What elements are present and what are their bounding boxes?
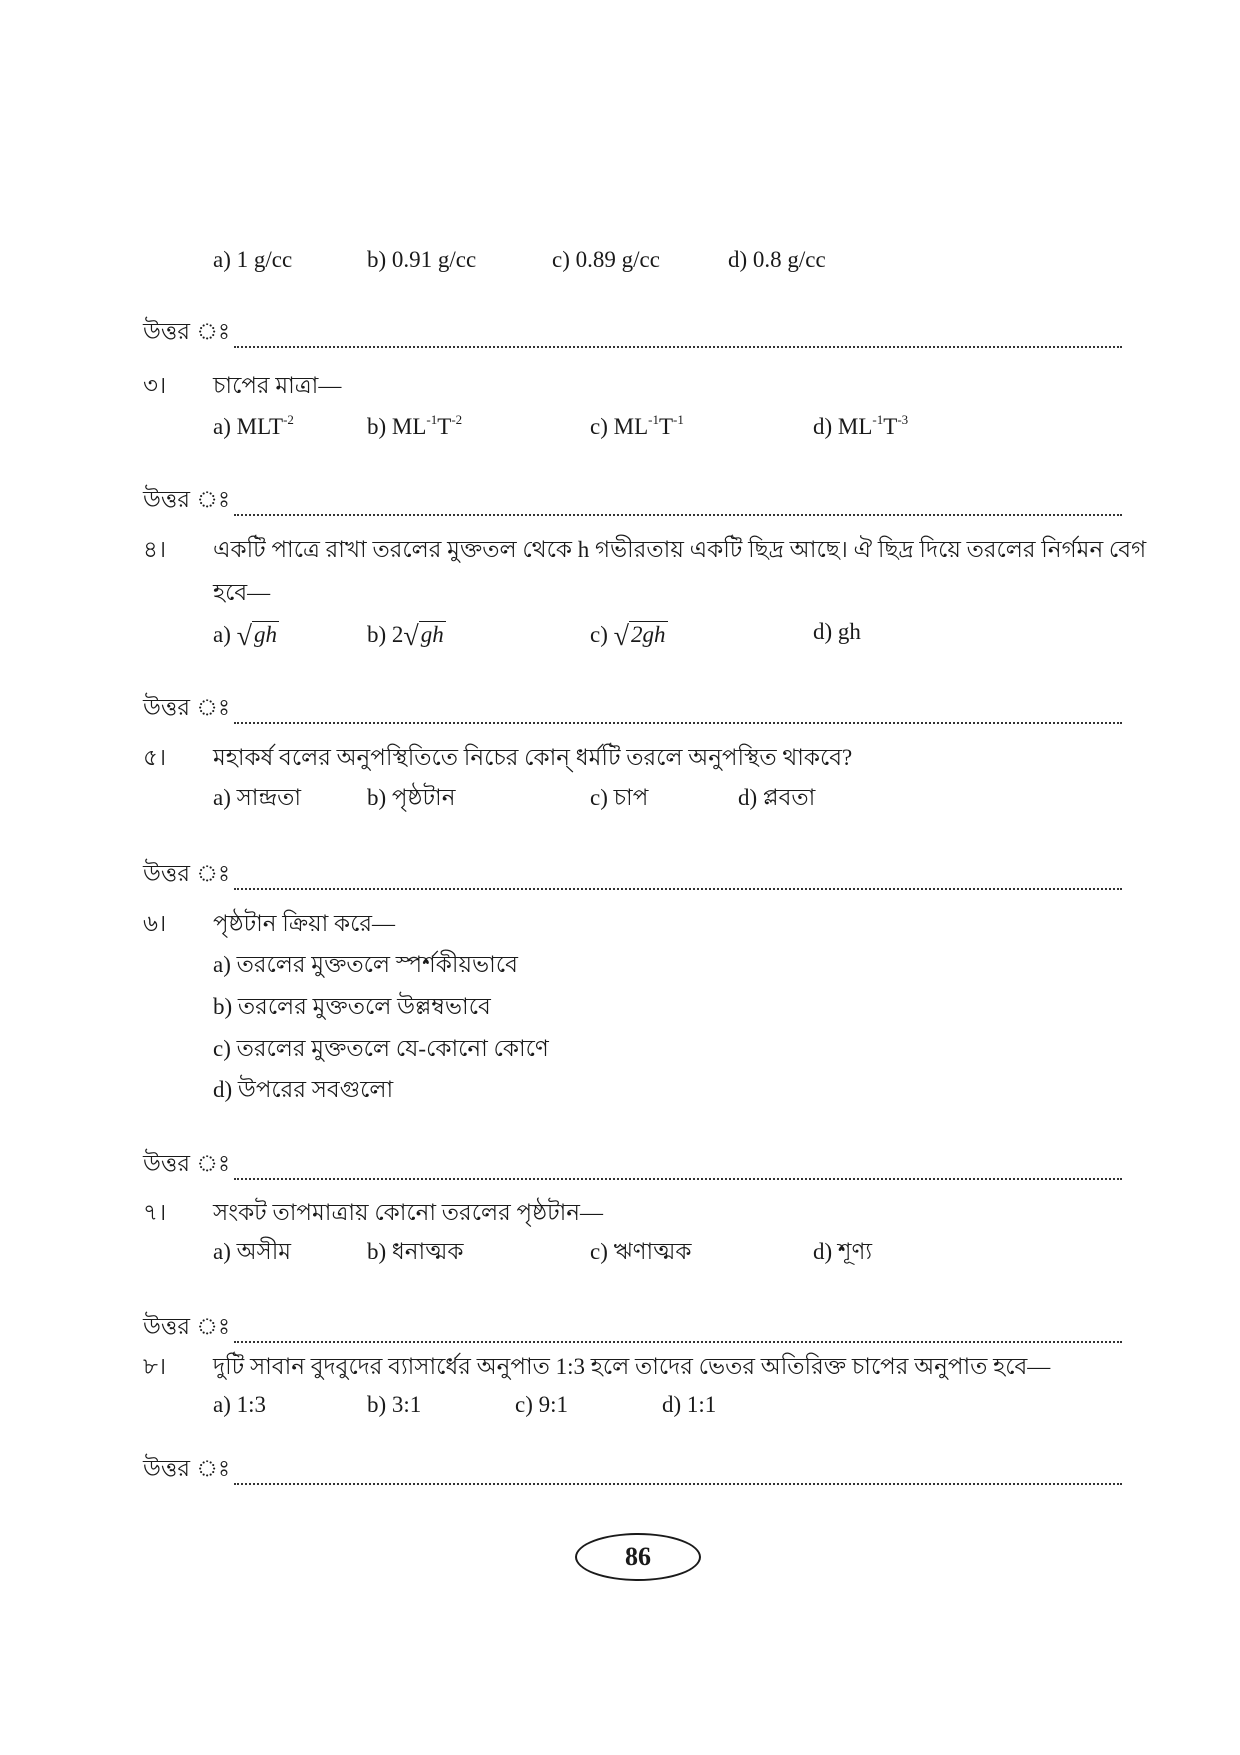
q6-option-a: a) তরলের মুক্ততলে স্পর্শকীয়ভাবে — [213, 952, 518, 977]
answer-dotted-line — [234, 722, 1122, 724]
question-text-4-line2: হবে— — [213, 580, 271, 605]
question-text-8: দুটি সাবান বুদবুদের ব্যাসার্ধের অনুপাত 1:3 হলে তাদের ভেতর অতিরিক্ত চাপের অনুপাত হবে— — [213, 1354, 1051, 1379]
answer-dotted-line — [234, 1483, 1122, 1485]
answer-line-q7[interactable] — [143, 1314, 1122, 1347]
q7-option-a: a) অসীম — [213, 1239, 292, 1264]
answer-label: উত্তর ঃ — [143, 1456, 231, 1481]
q6-option-d: d) উপরের সবগুলো — [213, 1077, 394, 1102]
q2-option-c: c) 0.89 g/cc — [552, 247, 660, 272]
answer-line-q4[interactable] — [143, 695, 1122, 728]
sqrt-symbol: √2gh — [613, 621, 666, 652]
answer-label: উত্তর ঃ — [143, 319, 231, 344]
answer-label: উত্তর ঃ — [143, 487, 231, 512]
q5-option-c: c) চাপ — [590, 785, 649, 810]
answer-label: উত্তর ঃ — [143, 695, 231, 720]
answer-label: উত্তর ঃ — [143, 861, 231, 886]
answer-label: উত্তর ঃ — [143, 1151, 231, 1176]
q2-option-d: d) 0.8 g/cc — [728, 247, 826, 272]
question-number-5: ৫। — [143, 745, 167, 770]
answer-dotted-line — [234, 514, 1122, 516]
q7-option-b: b) ধনাত্মক — [367, 1239, 464, 1264]
page-number-text: 86 — [625, 1542, 651, 1571]
question-number-6: ৬। — [143, 911, 167, 936]
answer-line-q3[interactable] — [143, 487, 1122, 520]
q8-option-d: d) 1:1 — [662, 1392, 717, 1417]
question-number-8: ৮। — [143, 1354, 167, 1379]
q4-option-d: d) gh — [813, 619, 861, 644]
question-text-5: মহাকর্ষ বলের অনুপস্থিতিতে নিচের কোন্ ধর্মটি তরলে অনুপস্থিত থাকবে? — [213, 745, 853, 770]
question-number-4: ৪। — [143, 537, 167, 562]
answer-dotted-line — [234, 1341, 1122, 1343]
q3-option-d: d) $ML^{-1}T^{-3}$ — [813, 412, 909, 439]
answer-dotted-line — [234, 888, 1122, 890]
question-number-7: ৭। — [143, 1200, 167, 1225]
q7-option-d: d) শূণ্য — [813, 1239, 873, 1264]
q2-option-b: b) 0.91 g/cc — [367, 247, 477, 272]
q4-option-c: c) √2gh — [590, 621, 666, 652]
q6-option-b: b) তরলের মুক্ততলে উল্লম্বভাবে — [213, 994, 491, 1019]
sqrt-symbol: √gh — [403, 621, 444, 652]
sqrt-symbol: √gh — [236, 621, 277, 652]
answer-dotted-line — [234, 346, 1122, 348]
q8-option-c: c) 9:1 — [515, 1392, 569, 1417]
q3-option-c: c) $ML^{-1}T^{-1}$ — [590, 412, 684, 439]
answer-line-q8[interactable] — [143, 1456, 1122, 1489]
q5-option-b: b) পৃষ্ঠটান — [367, 785, 456, 810]
question-text-7: সংকট তাপমাত্রায় কোনো তরলের পৃষ্ঠটান— — [213, 1200, 604, 1225]
q6-option-c: c) তরলের মুক্ততলে যে-কোনো কোণে — [213, 1036, 549, 1061]
question-text-4-line1: একটি পাত্রে রাখা তরলের মুক্ততল থেকে h গভীরতায় একটি ছিদ্র আছে। ঐ ছিদ্র দিয়ে তরলের নির্গমন বেগ — [213, 537, 1147, 562]
q5-option-d: d) প্লবতা — [738, 785, 816, 810]
q3-option-a: a) $MLT^{-2}$ — [213, 412, 294, 439]
q7-option-c: c) ঋণাত্মক — [590, 1239, 692, 1264]
q8-option-b: b) 3:1 — [367, 1392, 422, 1417]
q4-option-b: b) 2√gh — [367, 621, 444, 652]
question-text-3: চাপের মাত্রা— — [213, 373, 342, 398]
q8-option-a: a) 1:3 — [213, 1392, 267, 1417]
q2-option-a: a) 1 g/cc — [213, 247, 293, 272]
question-number-3: ৩। — [143, 373, 167, 398]
answer-dotted-line — [234, 1178, 1122, 1180]
q4-option-a: a) √gh — [213, 621, 277, 652]
q5-option-a: a) সান্দ্রতা — [213, 785, 302, 810]
page-number — [575, 1533, 701, 1581]
answer-label: উত্তর ঃ — [143, 1314, 231, 1339]
question-text-6: পৃষ্ঠটান ক্রিয়া করে— — [213, 911, 396, 936]
q3-option-b: b) $ML^{-1}T^{-2}$ — [367, 412, 463, 439]
answer-line-q5[interactable] — [143, 861, 1122, 894]
answer-line-q6[interactable] — [143, 1151, 1122, 1184]
answer-line-q2[interactable] — [143, 319, 1122, 352]
